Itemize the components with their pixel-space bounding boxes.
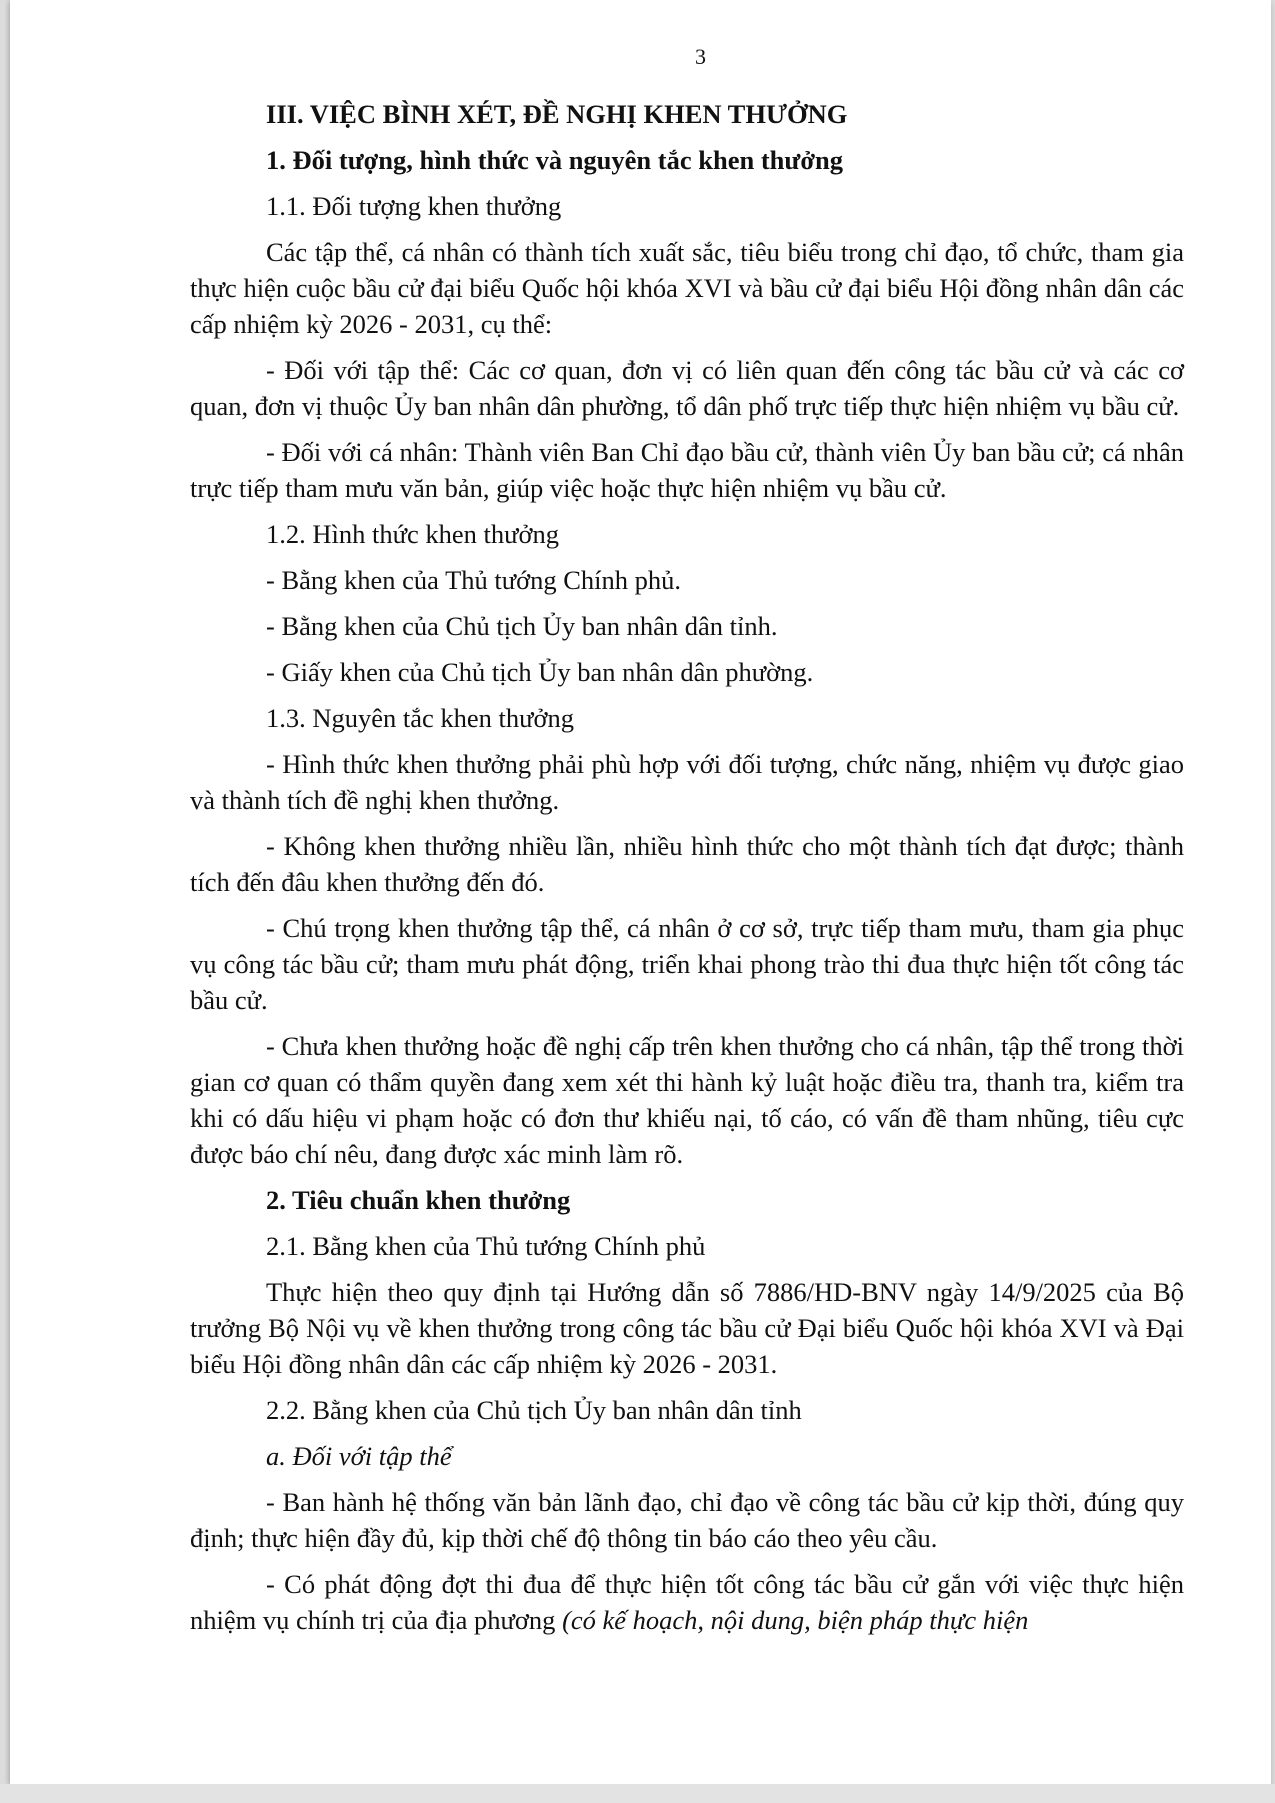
paragraph-2-2-a-item-2-text: - Có phát động đợt thi đua để thực hiện tốt công tác bầu cử gắn với việc thực hiện nhiệm vụ chính trị của địa phương xyxy=(190,1569,1184,1635)
page-number: 3 xyxy=(695,44,706,69)
heading-1-1: 1.1. Đối tượng khen thưởng xyxy=(266,191,562,221)
heading-2-1: 2.1. Bằng khen của Thủ tướng Chính phủ xyxy=(266,1231,706,1261)
viewer-background xyxy=(0,1784,1275,1803)
paragraph-2-2-a-item-2-italic: (có kế hoạch, nội dung, biện pháp thực hiện xyxy=(562,1605,1029,1635)
heading-1-2: 1.2. Hình thức khen thưởng xyxy=(266,519,559,549)
heading-2-2-a: a. Đối với tập thể xyxy=(266,1441,452,1471)
list-item-award-form: - Bằng khen của Thủ tướng Chính phủ. xyxy=(266,565,682,595)
list-item-award-form: - Giấy khen của Chủ tịch Ủy ban nhân dân phường. xyxy=(266,657,814,687)
document-body xyxy=(190,96,1184,1648)
paragraph-1-1-individual: - Đối với cá nhân: Thành viên Ban Chỉ đạo bầu cử, thành viên Ủy ban bầu cử; cá nhân trực tiếp tham mưu văn bản, giúp việc hoặc thực hiện nhiệm vụ bầu cử. xyxy=(190,437,1184,503)
paragraph-2-2-a-item-1: - Ban hành hệ thống văn bản lãnh đạo, chỉ đạo về công tác bầu cử kịp thời, đúng quy định; thực hiện đầy đủ, kịp thời chế độ thông tin báo cáo theo yêu cầu. xyxy=(190,1487,1184,1553)
heading-2-2: 2.2. Bằng khen của Chủ tịch Ủy ban nhân dân tỉnh xyxy=(266,1395,802,1425)
section-heading-iii: III. VIỆC BÌNH XÉT, ĐỀ NGHỊ KHEN THƯỞNG xyxy=(266,99,848,129)
heading-1: 1. Đối tượng, hình thức và nguyên tắc khen thưởng xyxy=(266,145,843,175)
paragraph-1-1-intro: Các tập thể, cá nhân có thành tích xuất sắc, tiêu biểu trong chỉ đạo, tổ chức, tham gia thực hiện cuộc bầu cử đại biểu Quốc hội khóa XVI và bầu cử đại biểu Hội đồng nhân dân các cấp nhiệm kỳ 2026 - 2031, cụ thể: xyxy=(190,237,1184,339)
document-page xyxy=(10,0,1271,1784)
paragraph-2-1: Thực hiện theo quy định tại Hướng dẫn số 7886/HD-BNV ngày 14/9/2025 của Bộ trưởng Bộ Nội vụ về khen thưởng trong công tác bầu cử Đại biểu Quốc hội khóa XVI và Đại biểu Hội đồng nhân dân các cấp nhiệm kỳ 2026 - 2031. xyxy=(190,1277,1184,1379)
paragraph-1-1-collective: - Đối với tập thể: Các cơ quan, đơn vị có liên quan đến công tác bầu cử và các cơ quan, đơn vị thuộc Ủy ban nhân dân phường, tổ dân phố trực tiếp thực hiện nhiệm vụ bầu cử. xyxy=(190,355,1184,421)
heading-1-3: 1.3. Nguyên tắc khen thưởng xyxy=(266,703,575,733)
list-item-principle: - Chưa khen thưởng hoặc đề nghị cấp trên khen thưởng cho cá nhân, tập thể trong thời gian cơ quan có thẩm quyền đang xem xét thi hành kỷ luật hoặc điều tra, thanh tra, kiểm tra khi có dấu hiệu vi phạm hoặc có đơn thư khiếu nại, tố cáo, có vấn đề tham nhũng, tiêu cực được báo chí nêu, đang được xác minh làm rõ. xyxy=(190,1031,1184,1169)
heading-2: 2. Tiêu chuẩn khen thưởng xyxy=(266,1185,571,1215)
list-item-award-form: - Bằng khen của Chủ tịch Ủy ban nhân dân tỉnh. xyxy=(266,611,778,641)
list-item-principle: - Không khen thưởng nhiều lần, nhiều hình thức cho một thành tích đạt được; thành tích đến đâu khen thưởng đến đó. xyxy=(190,831,1184,897)
list-item-principle: - Chú trọng khen thưởng tập thể, cá nhân ở cơ sở, trực tiếp tham mưu, tham gia phục vụ công tác bầu cử; tham mưu phát động, triển khai phong trào thi đua thực hiện tốt công tác bầu cử. xyxy=(190,913,1184,1015)
list-item-principle: - Hình thức khen thưởng phải phù hợp với đối tượng, chức năng, nhiệm vụ được giao và thành tích đề nghị khen thưởng. xyxy=(190,749,1184,815)
paragraph-2-2-a-item-2 xyxy=(190,1566,1184,1638)
